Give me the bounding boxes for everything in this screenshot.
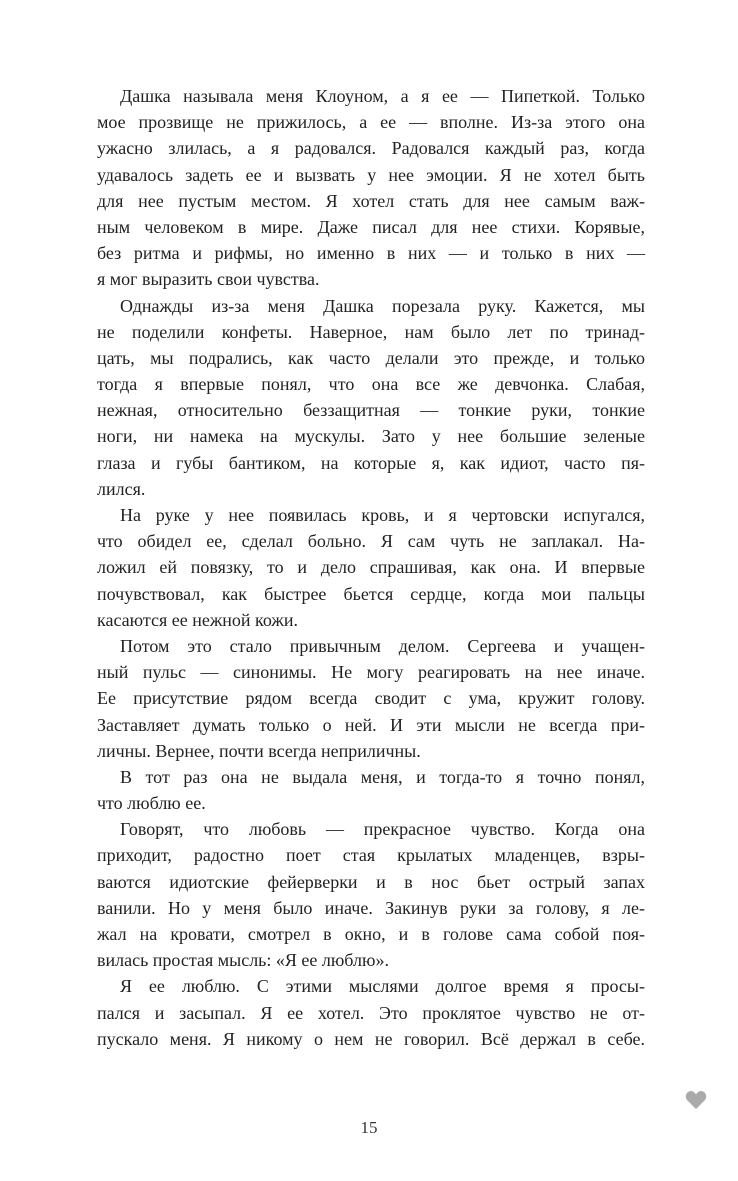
text-line: пускало меня. Я никому о нем не говорил. Всё держал в себе.: [97, 1028, 645, 1049]
paragraph: [97, 633, 645, 764]
text-line: почувствовал, как быстрее бьется сердце, когда мои пальцы: [97, 583, 645, 604]
text-line: мое прозвище не прижилось, а ее — вполне. Из-за этого она: [97, 112, 645, 133]
text-line: лился.: [97, 478, 146, 499]
text-line: Потом это стало привычным делом. Сергеева и учащен-: [120, 635, 645, 656]
text-line: не поделили конфеты. Наверное, нам было лет по тринад-: [97, 321, 645, 342]
heart-icon: [685, 1090, 707, 1110]
text-line: ноги, ни намека на мускулы. Зато у нее большие зеленые: [97, 426, 645, 447]
page-body: [97, 83, 645, 1052]
text-line: Однажды из-за меня Дашка порезала руку. Кажется, мы: [120, 295, 645, 316]
text-line: ложил ей повязку, то и дело спрашивая, как она. И впервые: [97, 557, 645, 578]
paragraph: [97, 293, 645, 503]
text-line: ванили. Но у меня было иначе. Закинув руки за голову, я ле-: [97, 897, 645, 918]
text-line: для нее пустым местом. Я хотел стать для нее самым важ-: [97, 190, 645, 211]
text-line: я мог выразить свои чувства.: [97, 269, 320, 290]
text-line: ный пульс — синонимы. Не могу реагировать на нее иначе.: [97, 662, 645, 683]
text-line: ваются идиотские фейерверки и в нос бьет острый запах: [97, 871, 645, 892]
text-line: личны. Вернее, почти всегда неприличны.: [97, 740, 421, 761]
text-line: удавалось задеть ее и вызвать у нее эмоции. Я не хотел быть: [97, 164, 645, 185]
text-line: Дашка называла меня Клоуном, а я ее — Пипеткой. Только: [120, 86, 645, 106]
text-line: жал на кровати, смотрел в окно, и в голове сама собой поя-: [97, 924, 645, 944]
text-line: что люблю ее.: [97, 793, 206, 814]
text-line: нежная, относительно беззащитная — тонкие руки, тонкие: [97, 400, 645, 421]
text-line: вилась простая мысль: «Я ее люблю».: [97, 950, 389, 971]
paragraph: [97, 502, 645, 633]
text-line: ным человеком в мире. Даже писал для нее стихи. Корявые,: [97, 216, 645, 237]
text-line: На руке у нее появилась кровь, и я чертовски испугался,: [120, 505, 645, 525]
paragraph: [97, 764, 645, 816]
text-line: Заставляет думать только о ней. И эти мысли не всегда при-: [97, 714, 645, 735]
paragraph: [97, 973, 645, 1052]
text-line: Я ее люблю. С этими мыслями долгое время я просы-: [120, 976, 645, 997]
text-line: глаза и губы бантиком, на которые я, как идиот, часто пя-: [97, 452, 645, 473]
text-line: Говорят, что любовь — прекрасное чувство. Когда она: [120, 819, 645, 840]
text-line: тогда я впервые понял, что она все же девчонка. Слабая,: [97, 374, 645, 395]
text-line: пался и засыпал. Я ее хотел. Это проклятое чувство не от-: [97, 1002, 645, 1023]
text-line: ужасно злилась, а я радовался. Радовался каждый раз, когда: [97, 138, 645, 159]
paragraph: [97, 816, 645, 973]
text-line: В тот раз она не выдала меня, и тогда-то я точно понял,: [120, 766, 645, 787]
text-line: что обидел ее, сделал больно. Я сам чуть не заплакал. На-: [97, 531, 645, 552]
text-line: цать, мы подрались, как часто делали это прежде, и только: [97, 347, 645, 368]
text-line: Ее присутствие рядом всегда сводит с ума, кружит голову.: [97, 688, 645, 709]
paragraph: [97, 83, 645, 293]
text-line: приходит, радостно поет стая крылатых младенцев, взры-: [97, 845, 645, 866]
page-number: 15: [360, 1118, 378, 1137]
text-line: без ритма и рифмы, но именно в них — и только в них —: [97, 243, 645, 264]
text-line: касаются ее нежной кожи.: [97, 609, 298, 630]
